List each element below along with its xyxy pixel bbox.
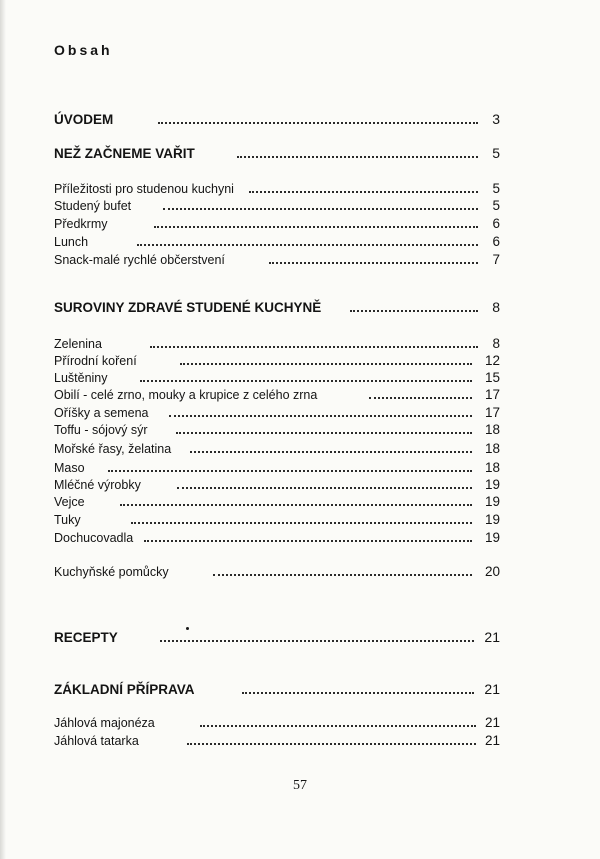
page-number: 57	[293, 778, 307, 793]
toc-entry-label: Luštěniny	[54, 370, 108, 385]
toc-entry	[54, 228, 500, 248]
toc-leader-dots	[269, 262, 478, 264]
toc-entry	[54, 140, 500, 160]
toc-entry-label: Mléčné výrobky	[54, 477, 141, 492]
toc-entry-page: 6	[492, 215, 500, 231]
toc-entry-label: Studený bufet	[54, 198, 132, 213]
toc-entry-label: RECEPTY	[54, 629, 118, 645]
toc-entry-page: 18	[484, 440, 500, 456]
toc-leader-dots	[237, 156, 478, 158]
toc-entry	[54, 709, 500, 729]
toc-entry-label: Toffu - sójový sýr	[54, 422, 148, 437]
toc-entry-page: 21	[484, 714, 500, 730]
toc-entry-page: 20	[484, 563, 500, 579]
toc-entry	[54, 381, 500, 401]
toc-entry-page: 7	[492, 251, 500, 267]
toc-entry-page: 5	[492, 197, 500, 213]
toc-leader-dots	[158, 122, 478, 124]
toc-entry	[54, 506, 500, 526]
toc-entry-label: Kuchyňské pomůcky	[54, 564, 169, 579]
toc-leader-dots	[190, 451, 472, 453]
toc-entry-label: Přírodní koření	[54, 353, 137, 368]
toc-entry-page: 17	[484, 404, 500, 420]
toc-entry-page: 12	[484, 352, 500, 368]
toc-entry-label: SUROVINY ZDRAVÉ STUDENÉ KUCHYNĚ	[54, 299, 322, 315]
toc-entry	[54, 106, 500, 126]
toc-entry-label: ZÁKLADNÍ PŘÍPRAVA	[54, 681, 195, 697]
toc-entry-label: Snack-malé rychlé občerstvení	[54, 252, 225, 267]
toc-leader-dots	[187, 743, 476, 745]
toc-entry-page: 5	[492, 180, 500, 196]
toc-entry-label: Dochucovadla	[54, 530, 134, 545]
toc-leader-dots	[350, 310, 478, 312]
toc-entry-page: 8	[492, 299, 500, 315]
toc-entry-label: Lunch	[54, 234, 89, 249]
toc-entry-label: Maso	[54, 460, 85, 475]
toc-entry	[54, 676, 500, 696]
toc-entry-page: 15	[484, 369, 500, 385]
toc-entry	[54, 246, 500, 266]
toc-entry-page: 17	[484, 386, 500, 402]
toc-entry	[54, 210, 500, 230]
toc-entry-page: 5	[492, 145, 500, 161]
toc-entry-page: 3	[492, 111, 500, 127]
toc-entry-page: 21	[484, 629, 500, 645]
toc-entry	[54, 294, 500, 314]
toc-entry-label: Předkrmy	[54, 216, 108, 231]
toc-entry-label: ÚVODEM	[54, 111, 114, 127]
toc-entry-label: Jáhlová majonéza	[54, 715, 155, 730]
toc-entry-label: NEŽ ZAČNEME VAŘIT	[54, 145, 195, 161]
toc-entry-page: 21	[484, 681, 500, 697]
toc-entry-page: 8	[492, 335, 500, 351]
toc-entry	[54, 192, 500, 212]
toc-entry-label: Příležitosti pro studenou kuchyni	[54, 181, 234, 196]
toc-entry-page: 19	[484, 476, 500, 492]
toc-entry-page: 18	[484, 421, 500, 437]
toc-entry-label: Vejce	[54, 494, 85, 509]
toc-entry-label: Tuky	[54, 512, 81, 527]
toc-entry-page: 21	[484, 732, 500, 748]
toc-entry	[54, 727, 500, 747]
toc-entry	[54, 558, 500, 578]
toc-entry	[54, 435, 500, 455]
toc-leader-dots	[160, 640, 474, 642]
toc-entry-page: 19	[484, 529, 500, 545]
toc-entry-page: 18	[484, 459, 500, 475]
toc-entry	[54, 416, 500, 436]
toc-entry-label: Obilí - celé zrno, mouky a krupice z celého zrna	[54, 387, 318, 402]
toc-entry	[54, 624, 500, 644]
toc-leader-dots	[176, 432, 472, 434]
toc-leader-dots	[144, 540, 472, 542]
toc-entry-page: 19	[484, 511, 500, 527]
toc-entry-label: Zelenina	[54, 336, 102, 351]
toc-entry-label: Oříšky a semena	[54, 405, 149, 420]
toc-entry	[54, 488, 500, 508]
print-speck	[186, 627, 189, 630]
toc-entry-page: 19	[484, 493, 500, 509]
toc-entry	[54, 524, 500, 544]
toc-entry-label: Jáhlová tatarka	[54, 733, 139, 748]
toc-leader-dots	[213, 574, 472, 576]
toc-entry-page: 6	[492, 233, 500, 249]
toc-entry-label: Mořské řasy, želatina	[54, 441, 172, 456]
page-title: Obsah	[54, 42, 113, 58]
toc-leader-dots	[242, 692, 474, 694]
